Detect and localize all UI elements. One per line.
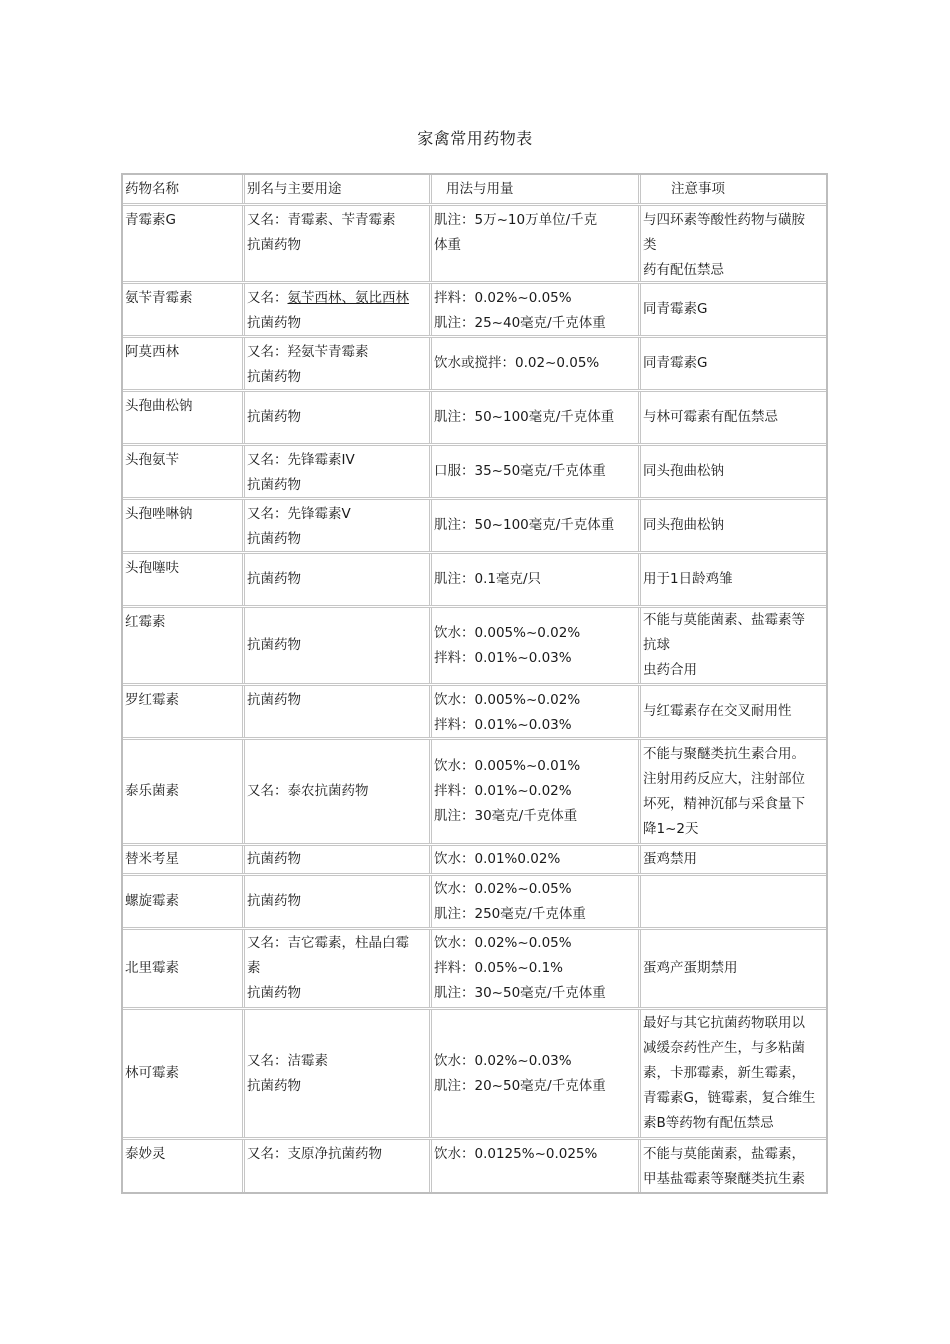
usage-cell — [432, 740, 641, 843]
column-header: 药物名称 — [123, 175, 245, 203]
usage-cell — [432, 846, 641, 873]
alias-cell — [245, 686, 432, 737]
alias-cell-text: 又名：支原净抗菌药物 — [247, 1146, 382, 1162]
drug-name-cell — [123, 392, 245, 443]
table-row — [123, 608, 826, 686]
drug-name-cell-text: 青霉素G — [125, 212, 176, 228]
usage-cell — [432, 206, 641, 281]
table-row — [123, 1140, 826, 1192]
page-title: 家禽常用药物表 — [417, 129, 533, 148]
notes-cell — [641, 446, 826, 497]
column-header: 用法与用量 — [432, 175, 641, 203]
table-row — [123, 846, 826, 876]
alias-cell-text: 又名：氨苄西林、氨比西林 抗菌药物 — [247, 290, 409, 331]
usage-cell-text: 饮水：0.005%~0.02% 拌料：0.01%~0.03% — [434, 692, 581, 733]
notes-cell — [641, 686, 826, 737]
notes-cell — [641, 846, 826, 873]
alias-cell-text: 抗菌药物 — [247, 637, 301, 653]
usage-cell-text: 饮水：0.0125%~0.025% — [434, 1146, 598, 1162]
drug-name-cell — [123, 876, 245, 927]
notes-cell-text: 同头孢曲松钠 — [643, 463, 724, 479]
notes-cell — [641, 876, 826, 927]
drug-name-cell-text: 替米考星 — [125, 851, 179, 867]
drug-name-cell — [123, 686, 245, 737]
table-row — [123, 1010, 826, 1140]
notes-cell — [641, 392, 826, 443]
drug-name-cell — [123, 500, 245, 551]
drug-name-cell-text: 泰妙灵 — [125, 1146, 166, 1162]
alias-cell-text: 抗菌药物 — [247, 893, 301, 909]
alias-cell-text: 又名：先锋霉素V 抗菌药物 — [247, 506, 351, 547]
alias-cell-text: 又名：吉它霉素，柱晶白霉 素 抗菌药物 — [247, 935, 409, 1001]
notes-cell-text: 最好与其它抗菌药物联用以 减缓奈药性产生，与多粘菌 素，卡那霉素，新生霉素， 青霉素G，链霉素，复合维生 素B等药物有配伍禁忌 — [643, 1015, 816, 1131]
drug-name-cell — [123, 446, 245, 497]
alias-cell — [245, 446, 432, 497]
alias-cell — [245, 1140, 432, 1192]
drug-name-cell — [123, 338, 245, 389]
alias-cell — [245, 554, 432, 605]
usage-cell — [432, 446, 641, 497]
alias-cell — [245, 1010, 432, 1137]
notes-cell-text: 不能与莫能菌素，盐霉素， 甲基盐霉素等聚醚类抗生素 — [643, 1146, 805, 1187]
drug-name-cell-text: 林可霉素 — [125, 1065, 179, 1081]
alias-cell-text: 抗菌药物 — [247, 851, 301, 867]
drug-name-cell — [123, 554, 245, 605]
notes-cell-text: 与四环素等酸性药物与磺胺 类 药有配伍禁忌 — [643, 212, 805, 278]
usage-cell-text: 饮水：0.005%~0.01% 拌料：0.01%~0.02% 肌注：30毫克/千克体重 — [434, 758, 581, 824]
drug-name-cell — [123, 608, 245, 683]
drug-name-cell — [123, 284, 245, 335]
drug-name-cell — [123, 1140, 245, 1192]
usage-cell — [432, 338, 641, 389]
drug-name-cell — [123, 740, 245, 843]
usage-cell — [432, 608, 641, 683]
usage-cell — [432, 1010, 641, 1137]
notes-cell-text: 与林可霉素有配伍禁忌 — [643, 409, 778, 425]
usage-cell-text: 饮水或搅拌：0.02~0.05% — [434, 355, 600, 371]
notes-cell-text: 同青霉素G — [643, 301, 708, 317]
drug-table — [121, 173, 828, 1194]
alias-cell-text: 又名：先锋霉素IV 抗菌药物 — [247, 452, 355, 493]
table-row — [123, 284, 826, 338]
usage-cell-text: 饮水：0.02%~0.05% 肌注：250毫克/千克体重 — [434, 880, 586, 922]
notes-cell — [641, 338, 826, 389]
alias-cell-text: 抗菌药物 — [247, 692, 301, 708]
usage-cell-text: 肌注：50~100毫克/千克体重 — [434, 517, 615, 533]
usage-cell — [432, 500, 641, 551]
notes-cell — [641, 608, 826, 683]
usage-cell-text: 肌注：0.1毫克/只 — [434, 571, 542, 587]
column-header: 注意事项 — [671, 181, 725, 197]
alias-cell — [245, 338, 432, 389]
usage-cell-text: 拌料：0.02%~0.05% 肌注：25~40毫克/千克体重 — [434, 290, 606, 331]
usage-cell — [432, 930, 641, 1007]
notes-cell-text: 蛋鸡产蛋期禁用 — [643, 960, 738, 976]
drug-name-cell-text: 头孢曲松钠 — [125, 398, 193, 414]
drug-name-cell-text: 螺旋霉素 — [125, 893, 179, 909]
notes-cell-text: 蛋鸡禁用 — [643, 851, 697, 867]
table-row — [123, 740, 826, 846]
alias-cell — [245, 392, 432, 443]
notes-cell-text: 不能与聚醚类抗生素合用。 注射用药反应大，注射部位 坏死，精神沉郁与采食量下 降1~2天 — [643, 745, 805, 837]
alias-cell — [245, 876, 432, 927]
drug-name-cell-text: 北里霉素 — [125, 960, 179, 976]
usage-cell-text: 口服：35~50毫克/千克体重 — [434, 463, 606, 479]
alias-cell — [245, 500, 432, 551]
usage-cell-text: 饮水：0.02%~0.05% 拌料：0.05%~0.1% 肌注：30~50毫克/千克体重 — [434, 935, 606, 1001]
alias-cell-text: 又名：泰农抗菌药物 — [247, 783, 369, 799]
notes-cell — [641, 554, 826, 605]
table-row — [123, 338, 826, 392]
usage-cell-text: 饮水：0.01%0.02% — [434, 851, 561, 867]
alias-cell-text: 又名：青霉素、苄青霉素 抗菌药物 — [247, 212, 396, 253]
drug-name-cell-text: 头孢氨苄 — [125, 452, 179, 468]
notes-cell — [641, 500, 826, 551]
drug-name-cell-text: 氨苄青霉素 — [125, 290, 193, 306]
drug-name-cell-text: 头孢唑啉钠 — [125, 506, 193, 522]
drug-name-cell — [123, 846, 245, 873]
usage-cell-text: 肌注：50~100毫克/千克体重 — [434, 409, 615, 425]
usage-cell — [432, 876, 641, 927]
notes-cell-text: 同头孢曲松钠 — [643, 517, 724, 533]
notes-cell — [641, 1140, 826, 1192]
usage-cell — [432, 284, 641, 335]
usage-cell — [432, 686, 641, 737]
usage-cell-text: 肌注：5万~10万单位/千克 体重 — [434, 212, 598, 253]
table-row — [123, 686, 826, 740]
notes-cell — [641, 284, 826, 335]
table-row — [123, 554, 826, 608]
table-row — [123, 876, 826, 930]
alias-cell — [245, 846, 432, 873]
table-row — [123, 930, 826, 1010]
usage-cell-text: 饮水：0.005%~0.02% 拌料：0.01%~0.03% — [434, 624, 581, 666]
column-header: 别名与主要用途 — [245, 175, 432, 203]
alias-cell — [245, 284, 432, 335]
notes-cell-text: 不能与莫能菌素、盐霉素等 抗球 虫药合用 — [643, 612, 805, 678]
notes-cell-text: 与红霉素存在交叉耐用性 — [643, 703, 792, 719]
drug-name-cell-text: 阿莫西林 — [125, 344, 179, 360]
usage-cell — [432, 1140, 641, 1192]
notes-cell — [641, 1010, 826, 1137]
table-row — [123, 500, 826, 554]
table-row — [123, 446, 826, 500]
notes-cell — [641, 740, 826, 843]
drug-name-cell — [123, 206, 245, 281]
usage-cell — [432, 554, 641, 605]
alias-cell-text: 又名：洁霉素 抗菌药物 — [247, 1052, 328, 1094]
notes-cell — [641, 930, 826, 1007]
drug-name-cell — [123, 930, 245, 1007]
drug-name-cell — [123, 1010, 245, 1137]
alias-cell-text: 抗菌药物 — [247, 409, 301, 425]
usage-cell — [432, 392, 641, 443]
usage-cell-text: 饮水：0.02%~0.03% 肌注：20~50毫克/千克体重 — [434, 1052, 606, 1094]
alias-cell-text: 抗菌药物 — [247, 571, 301, 587]
drug-name-cell-text: 罗红霉素 — [125, 692, 179, 708]
drug-name-cell-text: 泰乐菌素 — [125, 783, 179, 799]
table-header-row — [123, 175, 826, 206]
notes-cell — [641, 206, 826, 281]
alias-cell-text: 又名：羟氨苄青霉素 抗菌药物 — [247, 344, 369, 385]
alias-cell — [245, 740, 432, 843]
table-row — [123, 206, 826, 284]
table-row — [123, 392, 826, 446]
drug-name-cell-text: 红霉素 — [125, 614, 166, 630]
alias-cell — [245, 206, 432, 281]
drug-name-cell-text: 头孢噻呋 — [125, 560, 179, 576]
notes-cell-text: 同青霉素G — [643, 355, 708, 371]
notes-cell-text: 用于1日龄鸡雏 — [643, 571, 733, 587]
alias-cell — [245, 608, 432, 683]
alias-cell — [245, 930, 432, 1007]
